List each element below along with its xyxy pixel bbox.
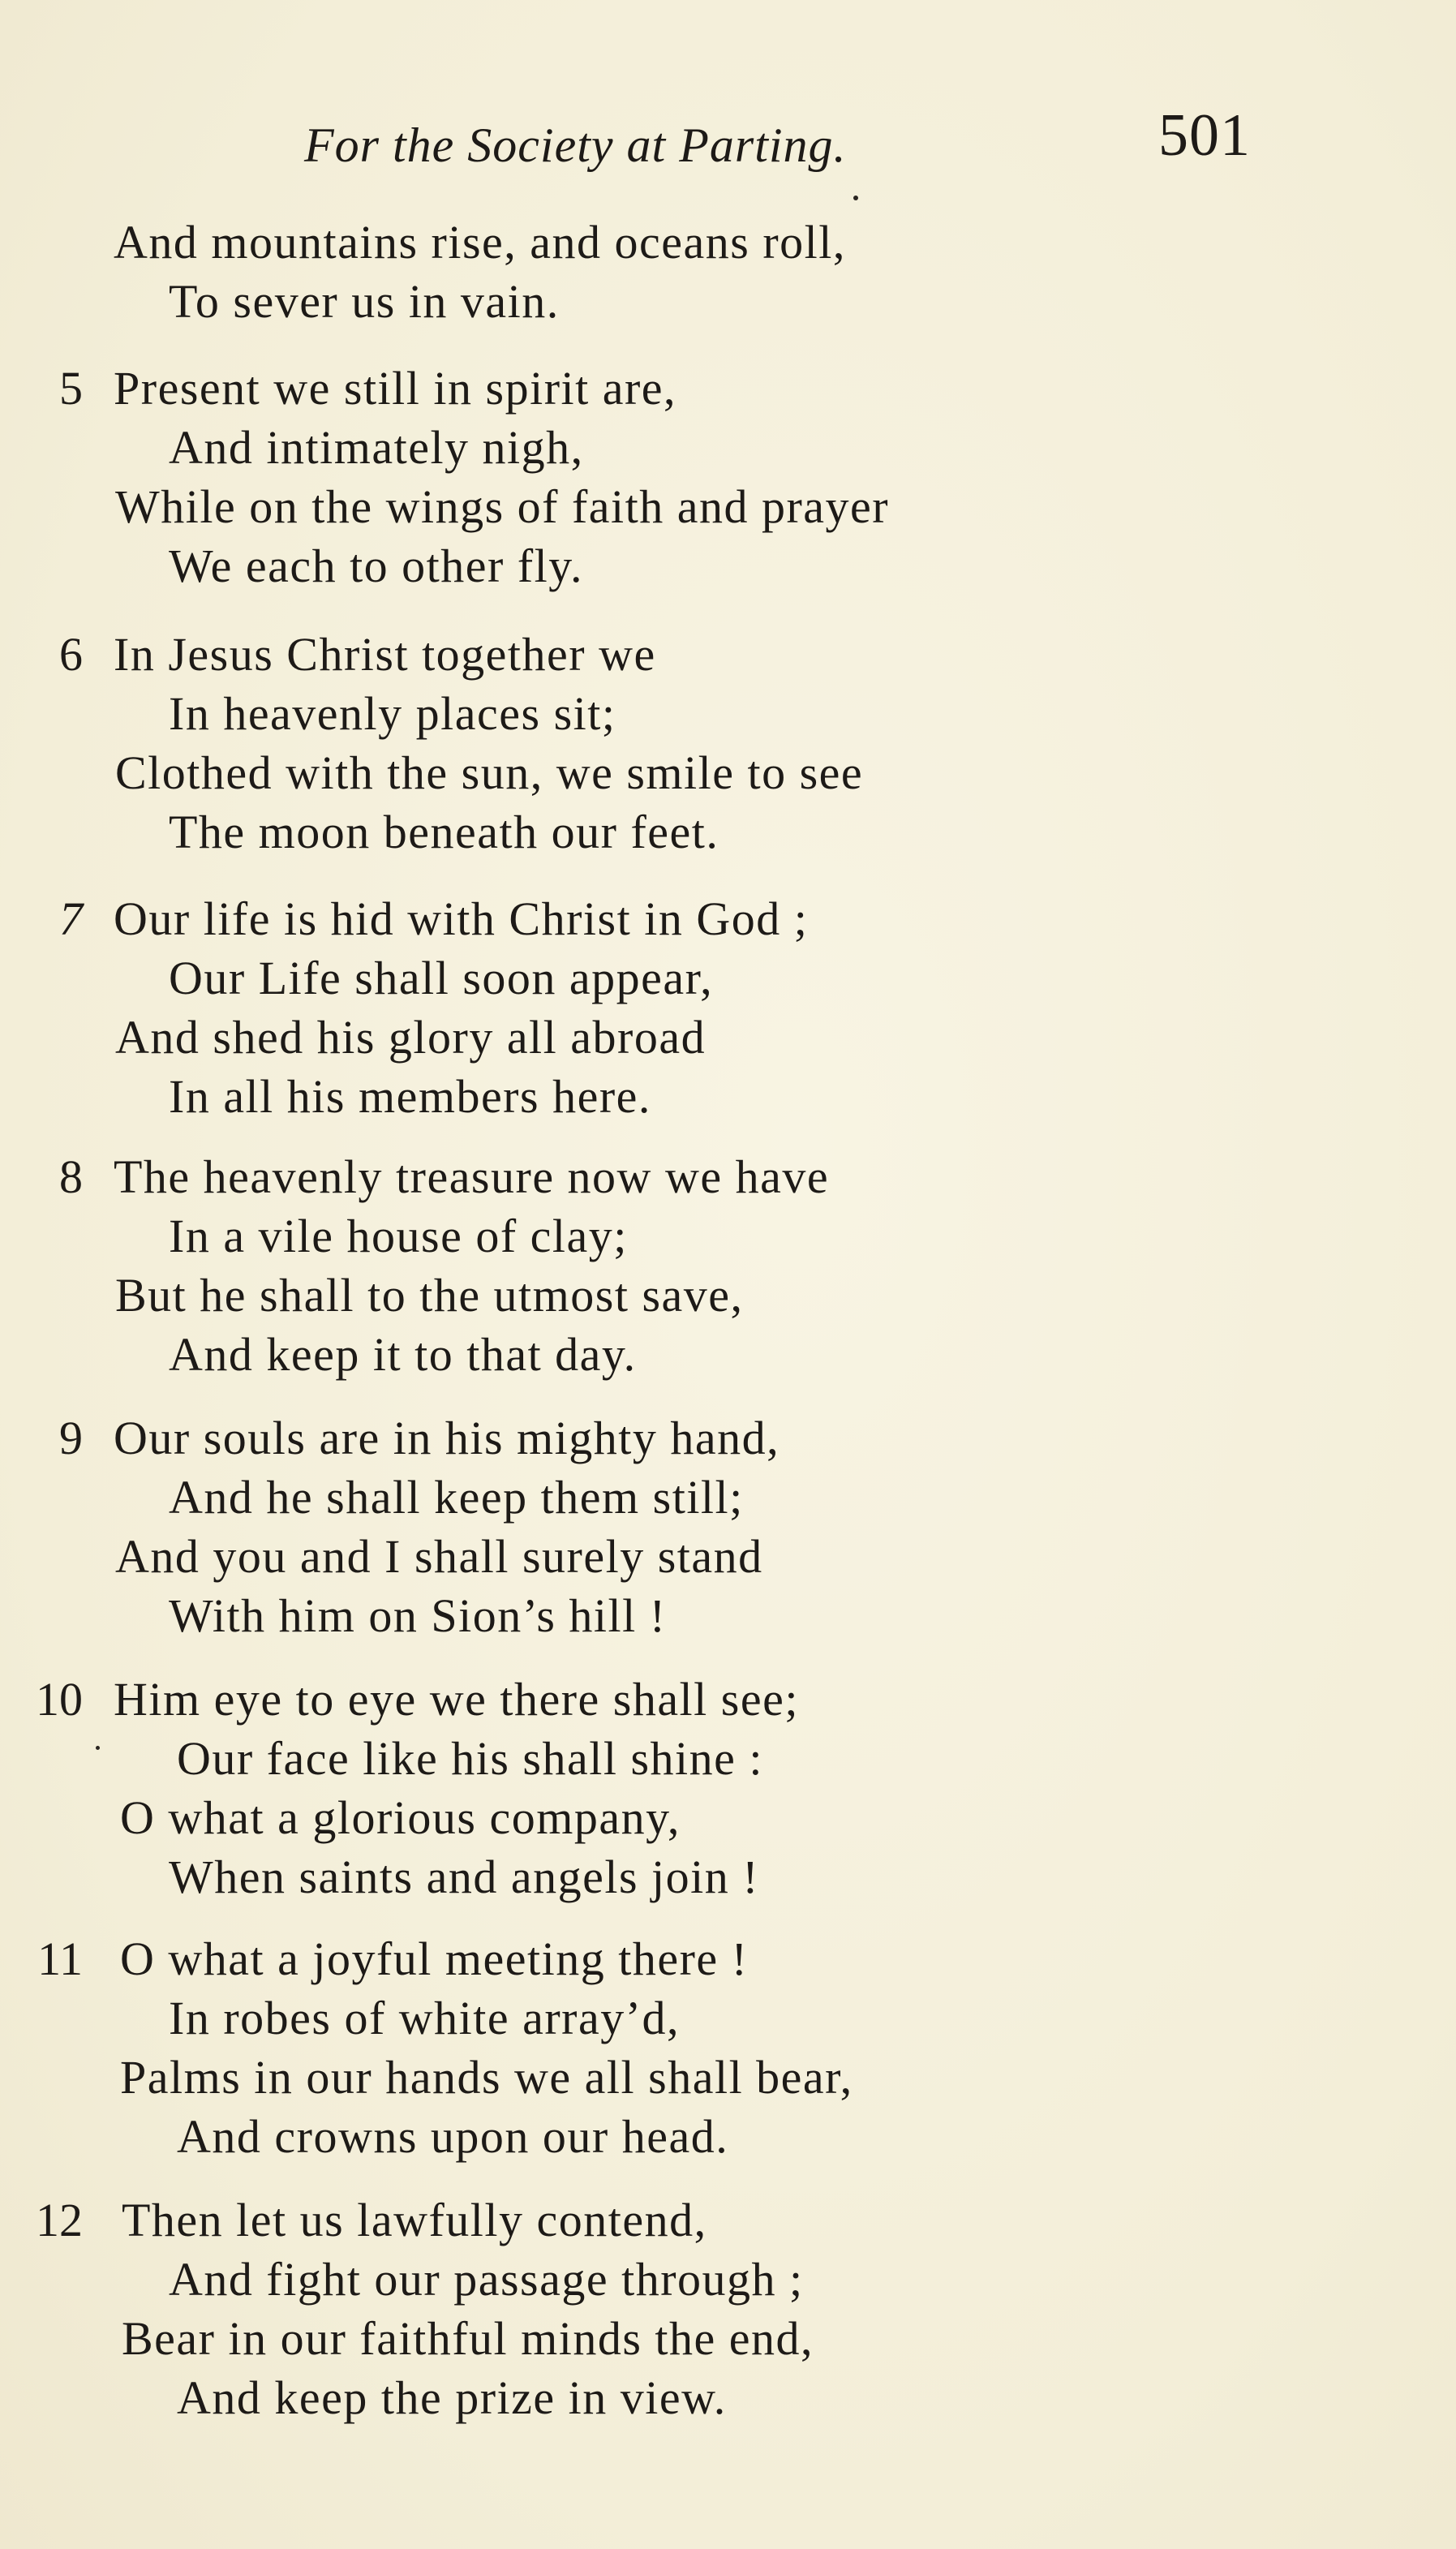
verse-number: 6 — [59, 628, 83, 681]
verse-line: To sever us in vain. — [169, 275, 560, 328]
verse-number: 8 — [59, 1150, 83, 1203]
running-title: For the Society at Parting. — [304, 118, 847, 172]
ink-speck — [96, 1746, 100, 1750]
verse-number: 12 — [36, 2194, 83, 2246]
verse-line: Present we still in spirit are, — [114, 362, 677, 415]
verse-line: And keep the prize in view. — [177, 2371, 727, 2424]
ink-speck — [853, 196, 858, 200]
verse-line: And he shall keep them still; — [169, 1471, 744, 1524]
verse-number: 9 — [59, 1412, 83, 1464]
verse-line: Palms in our hands we all shall bear, — [120, 2051, 853, 2104]
verse-line: While on the wings of faith and prayer — [115, 480, 890, 533]
verse-line: Bear in our faithful minds the end, — [122, 2312, 814, 2365]
verse-line: And fight our passage through ; — [169, 2253, 804, 2306]
verse-line: And keep it to that day. — [169, 1328, 637, 1381]
verse-line: We each to other fly. — [169, 539, 584, 592]
verse-line: When saints and angels join ! — [169, 1850, 760, 1903]
verse-line: The moon beneath our feet. — [169, 806, 719, 858]
verse-line: And mountains rise, and oceans roll, — [114, 216, 846, 269]
verse-line: Clothed with the sun, we smile to see — [115, 746, 864, 799]
verse-line: Our life is hid with Christ in God ; — [114, 892, 809, 945]
verse-line: O what a joyful meeting there ! — [120, 1932, 749, 1985]
verse-number: 10 — [36, 1673, 83, 1726]
verse-line: Our face like his shall shine : — [177, 1732, 763, 1785]
verse-line: In all his members here. — [169, 1070, 651, 1123]
page-number: 501 — [1158, 102, 1251, 169]
verse-line: In a vile house of clay; — [169, 1210, 628, 1262]
verse-line: With him on Sion’s hill ! — [169, 1589, 667, 1642]
verse-line: The heavenly treasure now we have — [114, 1150, 830, 1203]
verse-line: Him eye to eye we there shall see; — [114, 1673, 799, 1726]
verse-line: Our Life shall soon appear, — [169, 952, 714, 1004]
verse-line: And crowns upon our head. — [177, 2110, 729, 2163]
verse-line: And intimately nigh, — [169, 421, 584, 474]
verse-line: In robes of white array’d, — [169, 1992, 681, 2044]
verse-number: 7 — [59, 892, 83, 945]
verse-line: And shed his glory all abroad — [115, 1011, 707, 1064]
verse-number: 5 — [59, 362, 83, 415]
verse-line: Our souls are in his mighty hand, — [114, 1412, 780, 1464]
verse-line: O what a glorious company, — [120, 1791, 681, 1844]
page-header — [0, 101, 1456, 174]
verse-number: 11 — [37, 1932, 83, 1985]
bleed-through-texture — [1054, 195, 1444, 2385]
verse-line: And you and I shall surely stand — [115, 1530, 763, 1583]
verse-line: But he shall to the utmost save, — [115, 1269, 744, 1322]
verse-line: In heavenly places sit; — [169, 687, 616, 740]
verse-line: Then let us lawfully contend, — [122, 2194, 707, 2246]
verse-line: In Jesus Christ together we — [114, 628, 656, 681]
